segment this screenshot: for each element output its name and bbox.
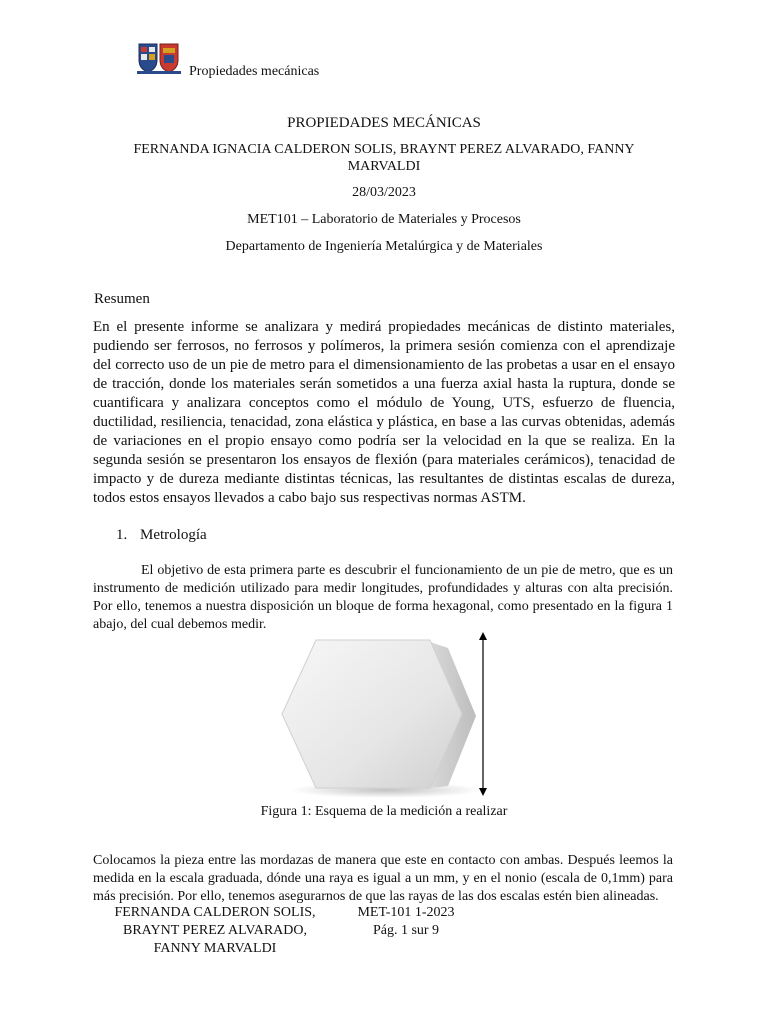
abstract-heading: Resumen — [94, 291, 150, 307]
footer-author-line: BRAYNT PEREZ ALVARADO, — [123, 923, 307, 938]
date: 28/03/2023 — [352, 185, 416, 200]
hexagon-figure — [276, 630, 498, 800]
footer-course-code: MET-101 1-2023 — [357, 905, 455, 920]
footer-page-number: Pág. 1 sur 9 — [372, 923, 440, 938]
footer-authors — [95, 904, 335, 958]
section-paragraph-1: El objetivo de esta primera parte es descubrir el funcionamiento de un pie de metro, que es un instrumento de medición utilizado para medir longitudes, profundidades y alturas con alta precisión. Por ello, tenemos a nuestra disposición un bloque de forma hexagonal, como presentado en la figura 1 abajo, del cual debemos medir. — [93, 563, 673, 632]
section-title: Metrología — [140, 527, 207, 543]
section-number: 1. — [116, 527, 128, 543]
section-paragraph-2: Colocamos la pieza entre las mordazas de manera que este en contacto con ambas. Después leemos la medida en la escala graduada, dónde una raya es igual a un mm, y en el nonio (escala de 0,1mm) para más precisión. Por ello, tenemos asegurarnos de que las rayas de las dos escalas estén bien alineadas. — [93, 853, 673, 904]
university-crest-icon — [137, 42, 181, 74]
figure-caption: Figura 1: Esquema de la medición a realizar — [260, 804, 508, 819]
hexagon-block — [282, 640, 462, 788]
footer-author-line: FANNY MARVALDI — [153, 941, 277, 956]
authors: FERNANDA IGNACIA CALDERON SOLIS, BRAYNT PEREZ ALVARADO, FANNY MARVALDI — [133, 142, 635, 174]
running-title: Propiedades mecánicas — [189, 64, 320, 79]
document-title: PROPIEDADES MECÁNICAS — [287, 115, 481, 131]
abstract-text: En el presente informe se analizara y medirá propiedades mecánicas de distinto materiales, pudiendo ser ferrosos, no ferrosos y polímeros, la primera sesión comienza con el aprendizaje del correcto uso de un pie de metro para el dimensionamiento de las probetas a usar en el ensayo de tracción, donde los materiales serán sometidos a una fuerza axial hasta la ruptura, donde se cuantificara y analizara conceptos como el módulo de Young, UTS, esfuerzo de fluencia, ductilidad, resiliencia, tenacidad, zona elástica y plástica, en base a las curvas obtenidas, además de variaciones en el propio ensayo como podría ser la velocidad en la que se realiza. En la segunda sesión se presentaron los ensayos de flexión (para materiales cerámicos), tenacidad de impacto y de dureza mediante distintas técnicas, las resultantes de distintas escalas de dureza, todos estos ensayos llevados a cabo bajo sus respectivas normas ASTM. — [93, 319, 675, 506]
department: Departamento de Ingeniería Metalúrgica y de Materiales — [225, 239, 543, 254]
footer-author-line: FERNANDA CALDERON SOLIS, — [114, 905, 316, 920]
section-heading — [116, 527, 207, 544]
course-name: MET101 – Laboratorio de Materiales y Procesos — [247, 212, 521, 227]
footer-course-page — [336, 904, 476, 940]
